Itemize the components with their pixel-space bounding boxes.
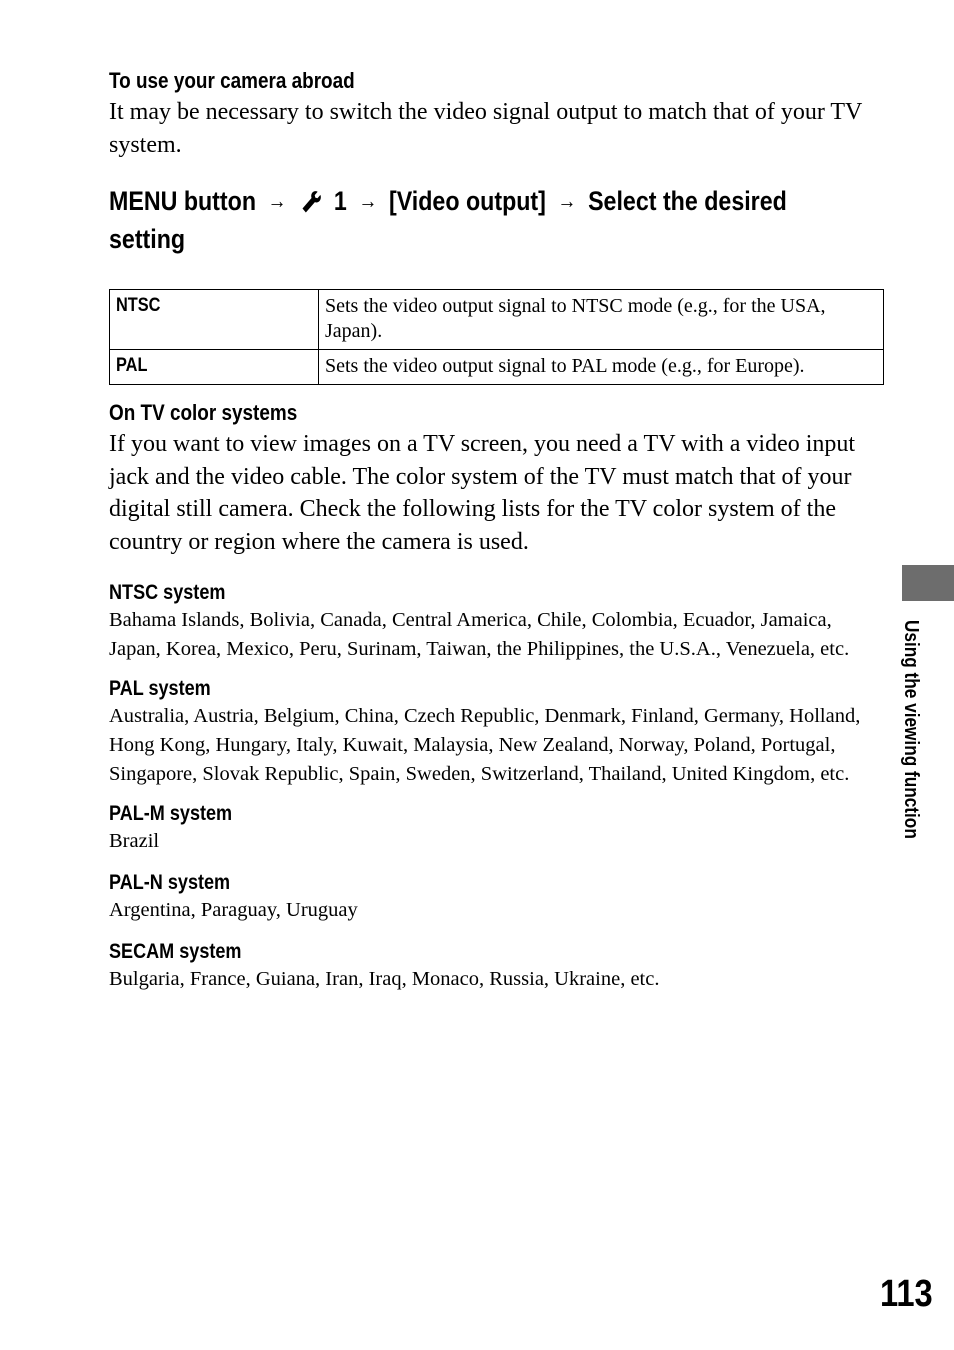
- system-ntsc: [109, 580, 884, 664]
- chapter-side-label: [898, 620, 924, 900]
- menu-path-tab-number: 1: [333, 186, 347, 216]
- system-name: PAL-M system: [109, 802, 233, 825]
- menu-path-select-setting: Select the desired setting: [109, 186, 787, 254]
- system-pal: [109, 676, 884, 789]
- video-output-settings-table: [109, 289, 884, 385]
- page-number: 113: [880, 1273, 933, 1315]
- arrow-right-icon: →: [267, 188, 287, 213]
- system-pal-n: [109, 870, 884, 925]
- abroad-heading: To use your camera abroad: [109, 68, 355, 93]
- system-countries: Brazil: [109, 830, 160, 852]
- setting-key-cell: [110, 350, 319, 385]
- menu-path-video-output: [Video output]: [388, 186, 546, 216]
- system-countries: Bulgaria, France, Guiana, Iran, Iraq, Monaco, Russia, Ukraine, etc.: [109, 968, 660, 990]
- system-countries: Bahama Islands, Bolivia, Canada, Central America, Chile, Colombia, Ecuador, Jamaica, Japan, Korea, Mexico, Peru, Surinam, Taiwan, the Philippines, the U.S.A., Venezuela, etc.: [109, 609, 850, 660]
- chapter-tab-marker: [902, 565, 954, 601]
- table-row: [110, 350, 884, 385]
- setting-key-cell: [110, 290, 319, 350]
- system-secam: [109, 939, 884, 994]
- table-row: [110, 290, 884, 350]
- arrow-right-icon: →: [557, 188, 577, 213]
- system-name: PAL system: [109, 677, 211, 700]
- chapter-side-label-text: Using the viewing function: [900, 620, 922, 839]
- setting-key-pal: PAL: [116, 355, 148, 376]
- menu-path-heading: [109, 183, 866, 257]
- abroad-text: It may be necessary to switch the video signal output to match that of your TV system.: [109, 99, 862, 158]
- setting-description-pal: Sets the video output signal to PAL mode (e.g., for Europe).: [319, 350, 884, 385]
- setting-description-ntsc: Sets the video output signal to NTSC mode (e.g., for the USA, Japan).: [319, 290, 884, 350]
- system-name: PAL-N system: [109, 871, 231, 894]
- menu-path-menu-button: MENU button: [109, 186, 257, 216]
- setting-key-ntsc: NTSC: [116, 295, 161, 316]
- arrow-right-icon: →: [358, 188, 378, 213]
- system-name: NTSC system: [109, 581, 226, 604]
- system-pal-m: [109, 801, 884, 856]
- color-systems-text: If you want to view images on a TV screen, you need a TV with a video input jack and the video cable. The color system of the TV must match that of your digital still camera. Check the following lists for the TV color system of the country or region where the camera is used.: [109, 431, 856, 555]
- system-countries: Australia, Austria, Belgium, China, Czech Republic, Denmark, Finland, Germany, Holland, Hong Kong, Hungary, Italy, Kuwait, Malaysia, New Zealand, Norway, Poland, Portugal, Singapore, Slovak Republic, Spain, Sweden, Switzerland, Thailand, United Kingdom, etc.: [109, 705, 861, 785]
- system-name: SECAM system: [109, 940, 242, 963]
- color-systems-heading: On TV color systems: [109, 400, 298, 425]
- system-countries: Argentina, Paraguay, Uruguay: [109, 899, 358, 921]
- page-content: [109, 66, 884, 994]
- wrench-icon: [300, 189, 322, 213]
